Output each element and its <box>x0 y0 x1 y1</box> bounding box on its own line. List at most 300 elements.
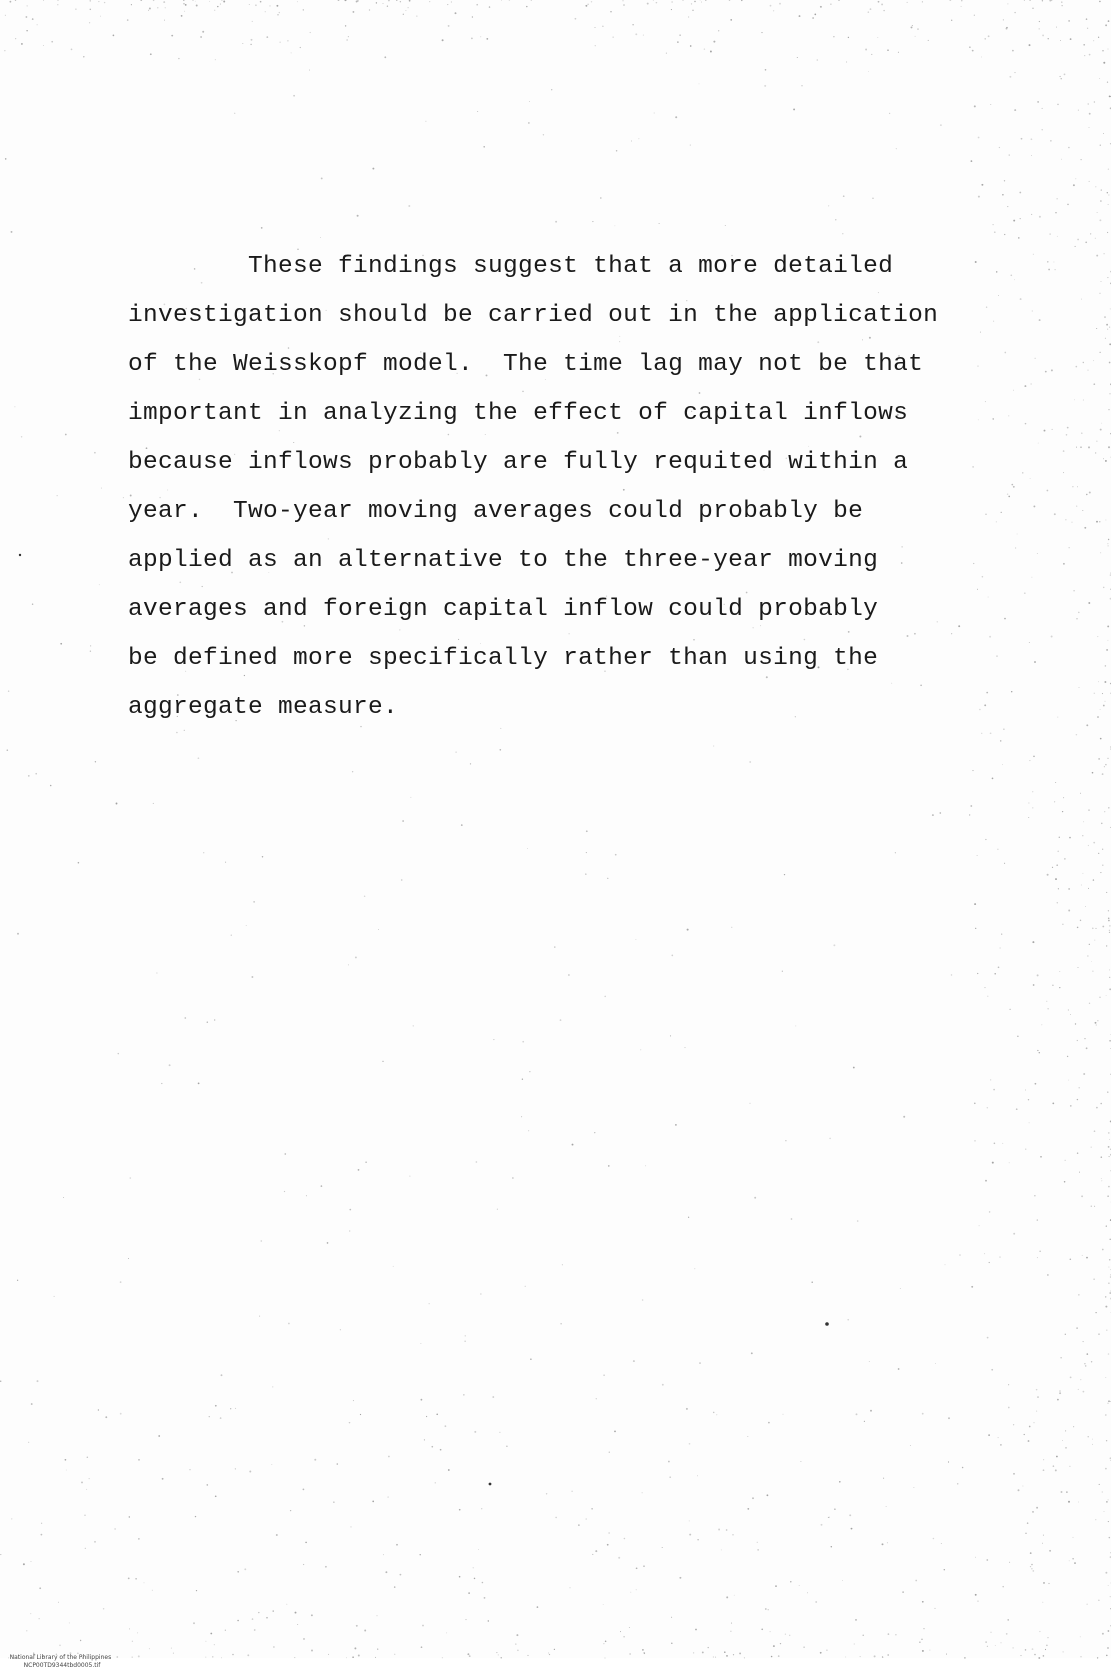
noise-speck <box>785 1140 786 1141</box>
noise-speck <box>961 6 962 7</box>
noise-speck <box>671 1 672 2</box>
noise-speck <box>996 271 998 273</box>
noise-speck <box>554 1649 555 1650</box>
noise-speck <box>710 51 712 53</box>
noise-speck <box>977 589 978 590</box>
noise-speck <box>999 947 1000 948</box>
noise-speck <box>205 1657 206 1658</box>
noise-speck <box>1031 214 1032 215</box>
noise-speck <box>901 546 902 547</box>
noise-speck <box>937 621 938 622</box>
noise-speck <box>951 633 952 634</box>
noise-speck <box>1108 807 1110 809</box>
noise-speck <box>784 874 785 875</box>
noise-speck <box>300 47 301 48</box>
noise-speck <box>1093 879 1094 880</box>
noise-speck <box>354 1647 356 1649</box>
noise-speck <box>105 1416 107 1418</box>
noise-speck <box>1031 138 1033 140</box>
noise-speck <box>554 946 555 947</box>
noise-speck <box>1062 811 1063 812</box>
noise-speck <box>424 1439 425 1440</box>
noise-speck <box>277 14 279 16</box>
noise-speck <box>297 1624 298 1625</box>
noise-speck <box>138 1655 140 1657</box>
noise-speck <box>618 1557 620 1559</box>
noise-speck <box>201 282 203 284</box>
noise-speck <box>878 1 880 3</box>
noise-speck <box>448 1469 450 1471</box>
noise-speck <box>525 1286 526 1287</box>
noise-speck <box>987 1337 989 1339</box>
noise-speck <box>795 1025 796 1026</box>
noise-speck <box>50 785 52 787</box>
noise-speck <box>1089 1003 1090 1004</box>
noise-speck <box>668 1461 670 1463</box>
noise-speck <box>1055 878 1057 880</box>
noise-speck <box>99 584 100 585</box>
noise-speck <box>1034 1654 1036 1656</box>
noise-speck <box>1042 1602 1043 1603</box>
noise-speck <box>90 645 91 646</box>
noise-speck <box>225 862 226 863</box>
noise-speck <box>1018 1489 1020 1491</box>
noise-speck <box>770 5 772 7</box>
noise-speck <box>1080 446 1082 448</box>
noise-speck <box>474 1578 476 1580</box>
noise-speck <box>1095 928 1096 929</box>
noise-speck <box>346 39 347 40</box>
paragraph-line-3: of the Weisskopf model. The time lag may not be that <box>128 350 923 380</box>
noise-speck <box>17 933 19 935</box>
noise-speck <box>405 10 406 11</box>
noise-speck <box>998 966 1000 968</box>
noise-speck <box>662 1547 663 1548</box>
noise-speck <box>123 497 124 498</box>
noise-speck <box>1079 1172 1080 1173</box>
noise-speck <box>562 1264 563 1265</box>
noise-speck <box>237 1620 239 1622</box>
noise-speck <box>1077 1152 1078 1153</box>
noise-speck <box>1021 138 1023 140</box>
noise-speck <box>834 1508 836 1510</box>
noise-speck <box>1057 717 1058 718</box>
noise-speck <box>857 1220 859 1222</box>
noise-speck <box>1100 200 1102 202</box>
noise-speck <box>1066 1491 1067 1492</box>
noise-speck <box>716 1414 717 1415</box>
noise-speck <box>747 1436 748 1437</box>
noise-speck <box>1078 1294 1079 1295</box>
noise-speck <box>185 4 187 6</box>
noise-speck <box>1099 293 1100 294</box>
noise-speck <box>1034 1195 1035 1196</box>
noise-speck <box>1001 934 1002 935</box>
noise-speck <box>482 1582 484 1584</box>
noise-speck <box>1069 547 1070 548</box>
noise-speck <box>990 1632 991 1633</box>
noise-speck <box>985 839 986 840</box>
noise-speck <box>848 37 849 38</box>
noise-speck <box>461 824 463 826</box>
noise-speck <box>258 1612 259 1613</box>
noise-speck <box>411 797 412 798</box>
noise-speck <box>1068 1080 1069 1081</box>
noise-speck <box>489 1483 492 1486</box>
noise-speck <box>195 1516 196 1517</box>
noise-speck <box>578 1524 579 1525</box>
noise-speck <box>615 854 617 856</box>
noise-speck <box>1007 1619 1009 1621</box>
noise-speck <box>828 205 829 206</box>
noise-speck <box>1029 642 1030 643</box>
noise-speck <box>1097 1020 1098 1021</box>
noise-speck <box>922 1413 924 1415</box>
noise-speck <box>7 749 9 751</box>
noise-speck <box>1039 1631 1040 1632</box>
noise-speck <box>206 1484 208 1486</box>
noise-speck <box>458 639 459 640</box>
noise-speck <box>1098 37 1099 38</box>
noise-speck <box>429 1303 430 1304</box>
noise-speck <box>791 1218 793 1220</box>
noise-speck <box>839 1481 841 1483</box>
noise-speck <box>1106 1501 1108 1503</box>
noise-speck <box>830 3 831 4</box>
noise-speck <box>1082 835 1083 836</box>
noise-speck <box>1043 1459 1044 1460</box>
noise-speck <box>853 1067 855 1069</box>
noise-speck <box>1107 277 1108 278</box>
noise-speck <box>833 944 835 946</box>
noise-speck <box>1030 478 1031 479</box>
noise-speck <box>987 996 988 997</box>
noise-speck <box>41 1523 42 1524</box>
noise-speck <box>71 49 73 51</box>
noise-speck <box>1100 709 1101 710</box>
noise-speck <box>469 1655 471 1657</box>
noise-speck <box>169 1064 171 1066</box>
noise-speck <box>1107 1195 1108 1196</box>
noise-speck <box>699 392 701 394</box>
noise-speck <box>1105 1572 1107 1574</box>
noise-speck <box>537 1606 539 1608</box>
noise-speck <box>603 1374 605 1376</box>
noise-speck <box>262 856 263 857</box>
noise-speck <box>421 1399 423 1401</box>
noise-speck <box>1077 1040 1078 1041</box>
noise-speck <box>679 34 680 35</box>
noise-speck <box>985 987 986 988</box>
noise-speck <box>1032 1648 1034 1650</box>
noise-speck <box>883 1478 884 1479</box>
noise-speck <box>1076 366 1078 368</box>
noise-speck <box>1109 925 1110 926</box>
noise-speck <box>1073 184 1075 186</box>
noise-speck <box>320 237 321 238</box>
noise-speck <box>1059 1392 1061 1394</box>
noise-speck <box>311 1614 313 1616</box>
noise-speck <box>349 1231 350 1232</box>
noise-speck <box>255 4 257 6</box>
noise-speck <box>842 1580 843 1581</box>
noise-speck <box>993 321 994 322</box>
noise-speck <box>1025 1533 1026 1534</box>
noise-speck <box>808 446 809 447</box>
noise-speck <box>1087 955 1088 956</box>
noise-speck <box>1102 849 1103 850</box>
noise-speck <box>749 761 751 763</box>
noise-speck <box>671 955 673 957</box>
noise-speck <box>974 15 975 16</box>
noise-speck <box>778 1655 780 1657</box>
noise-speck <box>1078 110 1079 111</box>
noise-speck <box>1101 423 1102 424</box>
noise-speck <box>1095 1022 1097 1024</box>
noise-speck <box>251 39 253 41</box>
noise-speck <box>986 692 988 694</box>
noise-speck <box>1008 1407 1010 1409</box>
noise-speck <box>815 1601 817 1603</box>
noise-speck <box>986 1559 988 1561</box>
noise-speck <box>259 1316 260 1317</box>
noise-speck <box>862 339 863 340</box>
noise-speck <box>276 1534 278 1536</box>
noise-speck <box>999 1257 1000 1258</box>
noise-speck <box>671 9 672 10</box>
paragraph-line-10: aggregate measure. <box>128 693 398 723</box>
noise-speck <box>466 1619 467 1620</box>
noise-speck <box>1051 369 1053 371</box>
noise-speck <box>987 1107 988 1108</box>
noise-speck <box>1025 423 1027 425</box>
noise-speck <box>32 603 33 604</box>
noise-speck <box>744 1657 745 1658</box>
noise-speck <box>1064 858 1065 859</box>
noise-speck <box>455 751 456 752</box>
noise-speck <box>472 16 473 17</box>
noise-speck <box>1008 415 1009 416</box>
noise-speck <box>492 1396 494 1398</box>
noise-speck <box>829 1138 831 1140</box>
noise-speck <box>1037 974 1039 976</box>
noise-speck <box>979 709 981 711</box>
noise-speck <box>993 418 994 419</box>
noise-speck <box>1088 446 1090 448</box>
noise-speck <box>932 814 934 816</box>
noise-speck <box>270 5 271 6</box>
noise-speck <box>1053 1465 1055 1467</box>
noise-speck <box>1065 1334 1066 1335</box>
noise-speck <box>987 1646 988 1647</box>
noise-speck <box>288 347 290 349</box>
noise-speck <box>468 1592 470 1594</box>
noise-speck <box>89 22 90 23</box>
noise-speck <box>619 336 620 337</box>
noise-speck <box>864 1421 865 1422</box>
noise-speck <box>179 581 181 583</box>
noise-speck <box>1100 552 1101 553</box>
noise-speck <box>1109 969 1110 970</box>
noise-speck <box>23 1563 25 1565</box>
noise-speck <box>39 1587 41 1589</box>
noise-speck <box>1098 1333 1099 1334</box>
noise-speck <box>826 1649 828 1651</box>
noise-speck <box>249 1471 251 1473</box>
noise-speck <box>1013 1424 1014 1425</box>
noise-speck <box>623 489 625 491</box>
noise-speck <box>568 974 570 976</box>
noise-speck <box>1041 1024 1042 1025</box>
noise-speck <box>888 1633 890 1635</box>
noise-speck <box>1068 20 1070 22</box>
noise-speck <box>1107 1403 1108 1404</box>
noise-speck <box>1075 178 1076 179</box>
noise-speck <box>1076 1327 1078 1329</box>
noise-speck <box>761 1628 763 1630</box>
noise-speck <box>694 1268 695 1269</box>
noise-speck <box>801 85 802 86</box>
noise-speck <box>592 221 593 222</box>
noise-speck <box>1018 237 1020 239</box>
noise-speck <box>400 1 401 2</box>
noise-speck <box>636 1567 638 1569</box>
noise-speck <box>948 1461 949 1462</box>
noise-speck <box>1001 512 1002 513</box>
noise-speck <box>1086 18 1088 20</box>
noise-speck <box>1093 383 1095 385</box>
noise-speck <box>202 31 204 33</box>
noise-speck <box>1037 1257 1038 1258</box>
noise-speck <box>969 46 970 47</box>
noise-speck <box>528 122 529 123</box>
noise-speck <box>352 1656 354 1658</box>
noise-speck <box>842 233 843 234</box>
noise-speck <box>751 1352 753 1354</box>
noise-speck <box>972 466 974 468</box>
noise-speck <box>1043 1535 1044 1536</box>
noise-speck <box>643 1565 645 1567</box>
noise-speck <box>941 1543 942 1544</box>
noise-speck <box>633 1360 635 1362</box>
noise-speck <box>153 803 154 804</box>
noise-speck <box>527 1655 528 1656</box>
noise-speck <box>848 631 850 633</box>
noise-speck <box>247 1654 249 1656</box>
noise-speck <box>385 1571 387 1573</box>
noise-speck <box>1105 1306 1107 1308</box>
noise-speck <box>1090 233 1091 234</box>
noise-speck <box>346 1657 347 1658</box>
noise-speck <box>279 12 280 13</box>
noise-speck <box>718 30 719 31</box>
noise-speck <box>31 1561 32 1562</box>
noise-speck <box>981 733 982 734</box>
noise-speck <box>104 2 105 3</box>
noise-speck <box>529 101 530 102</box>
noise-speck <box>1108 918 1110 920</box>
noise-speck <box>721 1549 722 1550</box>
noise-speck <box>1087 369 1088 370</box>
noise-speck <box>1100 352 1101 353</box>
noise-speck <box>26 1630 27 1631</box>
noise-speck <box>1057 104 1059 106</box>
noise-speck <box>1079 687 1080 688</box>
noise-speck <box>1106 1655 1108 1657</box>
noise-speck <box>922 1601 924 1603</box>
noise-speck <box>978 366 979 367</box>
noise-speck <box>198 757 200 759</box>
noise-speck <box>1104 681 1106 683</box>
noise-speck <box>865 49 867 51</box>
noise-speck <box>726 1655 728 1657</box>
noise-speck <box>1014 72 1015 73</box>
noise-speck <box>1107 192 1108 193</box>
noise-speck <box>31 1403 33 1405</box>
noise-speck <box>1088 1436 1089 1437</box>
noise-speck <box>1092 1444 1093 1445</box>
noise-speck <box>1084 1363 1085 1364</box>
noise-speck <box>585 5 587 7</box>
noise-speck <box>1077 1099 1078 1100</box>
noise-speck <box>985 38 986 39</box>
noise-speck <box>811 1282 812 1283</box>
noise-speck <box>877 37 878 38</box>
noise-speck <box>294 1657 295 1658</box>
noise-speck <box>713 1657 714 1658</box>
noise-speck <box>600 197 602 199</box>
noise-speck <box>1075 246 1076 247</box>
noise-speck <box>357 0 359 2</box>
noise-speck <box>310 32 311 33</box>
noise-speck <box>985 1641 986 1642</box>
noise-speck <box>708 1647 709 1648</box>
noise-speck <box>730 1631 731 1632</box>
noise-speck <box>1002 1586 1004 1588</box>
noise-speck <box>990 104 991 105</box>
noise-speck <box>309 70 310 71</box>
noise-speck <box>1004 180 1005 181</box>
noise-speck <box>409 1176 410 1177</box>
noise-speck <box>1061 78 1062 79</box>
noise-speck <box>11 231 13 233</box>
noise-speck <box>1098 758 1100 760</box>
noise-speck <box>448 434 450 436</box>
noise-speck <box>303 1638 304 1639</box>
noise-speck <box>116 803 118 805</box>
noise-speck <box>1109 1259 1111 1261</box>
noise-speck <box>935 1363 936 1364</box>
noise-speck <box>1029 1426 1031 1428</box>
noise-speck <box>1031 383 1032 384</box>
noise-speck <box>32 18 34 20</box>
noise-speck <box>207 1021 208 1022</box>
noise-speck <box>546 1493 547 1494</box>
noise-speck <box>506 1446 508 1448</box>
noise-speck <box>150 53 152 55</box>
noise-speck <box>1022 472 1023 473</box>
noise-speck <box>1038 443 1039 444</box>
noise-speck <box>1008 496 1010 498</box>
noise-speck <box>1070 1376 1072 1378</box>
noise-speck <box>896 148 897 149</box>
noise-speck <box>690 45 692 47</box>
noise-speck <box>1000 740 1002 742</box>
noise-speck <box>1105 1377 1106 1378</box>
noise-speck <box>1088 602 1090 604</box>
noise-speck <box>440 1449 442 1451</box>
noise-speck <box>501 1657 502 1658</box>
